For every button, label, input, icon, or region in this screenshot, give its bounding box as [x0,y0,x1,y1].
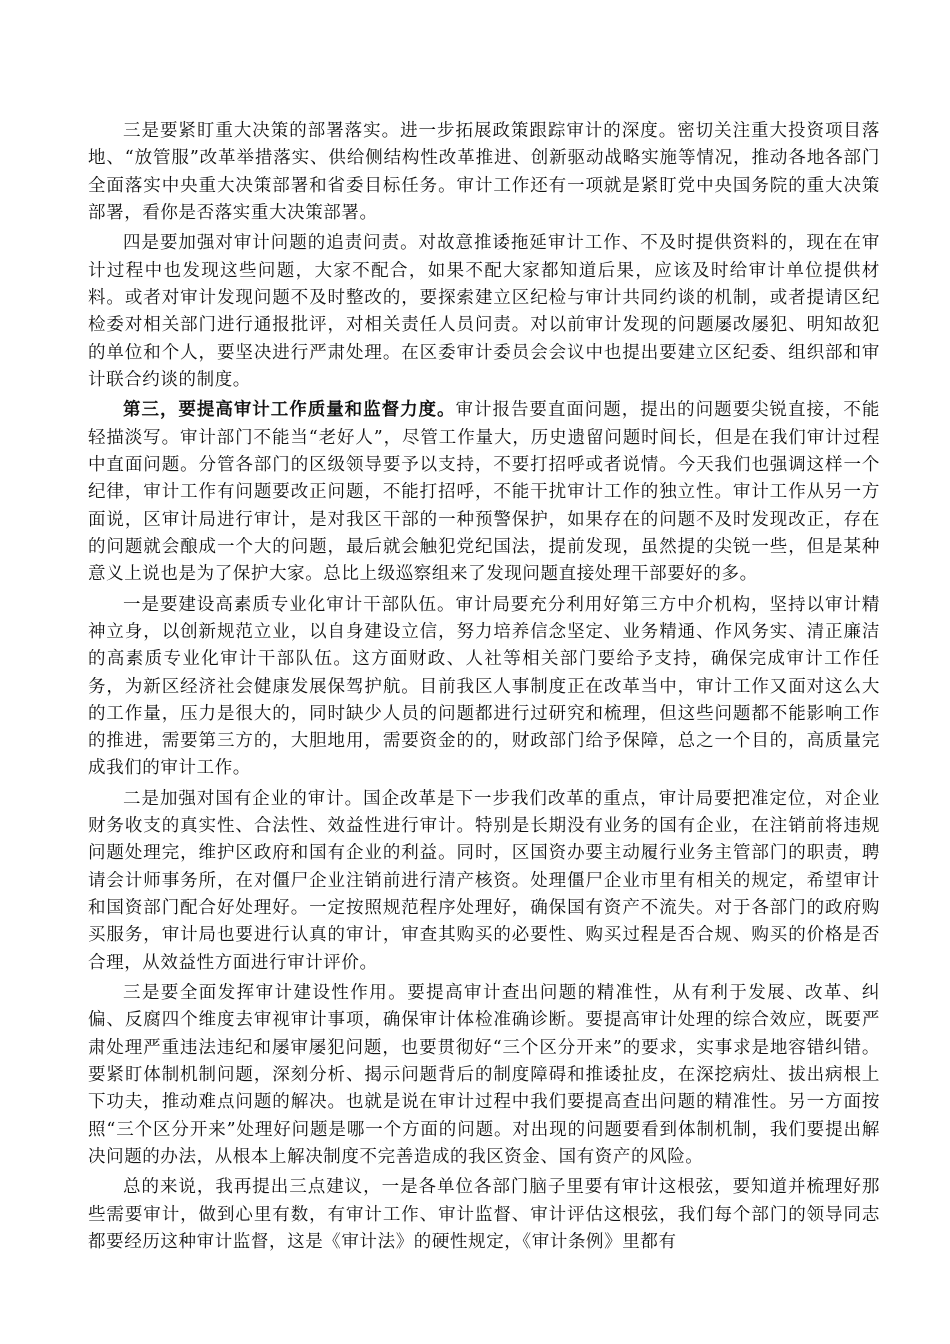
paragraph-2 [88,230,880,394]
paragraph-text: 三是要紧盯重大决策的部署落实。进一步拓展政策跟踪审计的深度。密切关注重大投资项目落地、“放管服”改革举措落实、供给侧结构性改革推进、创新驱动战略实施等情况，推动各地各部门全面落实中央重大决策部署和省委目标任务。审计工作还有一项就是紧盯党中央国务院的重大决策部署，看你是否落实重大决策部署。 [88,121,880,223]
paragraph-5 [88,786,880,977]
paragraph-text: 审计报告要直面问题，提出的问题要尖锐直接，不能轻描淡写。审计部门不能当“老好人”，尽管工作量大，历史遗留问题时间长，但是在我们审计过程中直面问题。分管各部门的区级领导要予以支持，不要打招呼或者说情。今天我们也强调这样一个纪律，审计工作有问题要改正问题，不能打招呼，不能干扰审计工作的独立性。审计工作从另一方面说，区审计局进行审计，是对我区干部的一种预警保护，如果存在的问题不及时发现改正，存在的问题就会酿成一个大的问题，最后就会触犯党纪国法，提前发现，虽然提的尖锐一些，但是某种意义上说也是为了保护大家。总比上级巡察组来了发现问题直接处理干部要好的多。 [88,400,880,585]
paragraph-text: 三是要全面发挥审计建设性作用。要提高审计查出问题的精准性，从有利于发展、改革、纠偏、反腐四个维度去审视审计事项，确保审计体检准确诊断。要提高审计处理的综合效应，既要严肃处理严重违法违纪和屡审屡犯问题，也要贯彻好“三个区分开来”的要求，实事求是地容错纠错。要紧盯体制机制问题，深刻分析、揭示问题背后的制度障碍和推诿扯皮，在深挖病灶、拔出病根上下功夫，推动难点问题的解决。也就是说在审计过程中我们要提高查出问题的精准性。另一方面按照“三个区分开来”处理好问题是哪一个方面的问题。对出现的问题要看到体制机制，我们要提出解决问题的办法，从根本上解决制度不完善造成的我区资金、国有资产的风险。 [88,983,880,1167]
paragraph-text: 一是要建设高素质专业化审计干部队伍。审计局要充分利用好第三方中介机构，坚持以审计精神立身，以创新规范立业，以自身建设立信，努力培养信念坚定、业务精通、作风务实、清正廉洁的高素质专业化审计干部队伍。这方面财政、人社等相关部门要给予支持，确保完成审计工作任务，为新区经济社会健康发展保驾护航。目前我区人事制度正在改革当中，审计工作又面对这么大的工作量，压力是很大的，同时缺少人员的问题都进行过研究和梳理，但这些问题都不能影响工作的推进，需要第三方的，大胆地用，需要资金的的，财政部门给予保障，总之一个目的，高质量完成我们的审计工作。 [88,594,880,779]
paragraph-4 [88,592,880,783]
document-page [88,118,880,1259]
paragraph-6 [88,980,880,1171]
paragraph-text: 二是加强对国有企业的审计。国企改革是下一步我们改革的重点，审计局要把准定位，对企业财务收支的真实性、合法性、效益性进行审计。特别是长期没有业务的国有企业，在注销前将违规问题处理完，维护区政府和国有企业的利益。同时，区国资办要主动履行业务主管部门的职责，聘请会计师事务所，在对僵尸企业注销前进行清产核资。处理僵尸企业市里有相关的规定，希望审计和国资部门配合好处理好。一定按照规范程序处理好，确保国有资产不流失。对于各部门的政府购买服务，审计局也要进行认真的审计，审查其购买的必要性、购买过程是否合规、购买的价格是否合理，从效益性方面进行审计评价。 [88,788,880,973]
paragraph-text: 总的来说，我再提出三点建议，一是各单位各部门脑子里要有审计这根弦，要知道并梳理好那些需要审计，做到心里有数，有审计工作、审计监督、审计评估这根弦，我们每个部门的领导同志都要经历这种审计监督，这是《审计法》的硬性规定，《审计条例》里都有 [88,1177,880,1252]
paragraph-3 [88,397,880,588]
paragraph-7 [88,1174,880,1256]
paragraph-1 [88,118,880,227]
section-heading: 第三，要提高审计工作质量和监督力度。 [123,400,456,421]
paragraph-text: 四是要加强对审计问题的追责问责。对故意推诿拖延审计工作、不及时提供资料的，现在在审计过程中也发现这些问题，大家不配合，如果不配大家都知道后果，应该及时给审计单位提供材料。或者对审计发现问题不及时整改的，要探索建立区纪检与审计共同约谈的机制，或者提请区纪检委对相关部门进行通报批评，对相关责任人员问责。对以前审计发现的问题屡改屡犯、明知故犯的单位和个人，要坚决进行严肃处理。在区委审计委员会会议中也提出要建立区纪委、组织部和审计联合约谈的制度。 [88,233,880,390]
